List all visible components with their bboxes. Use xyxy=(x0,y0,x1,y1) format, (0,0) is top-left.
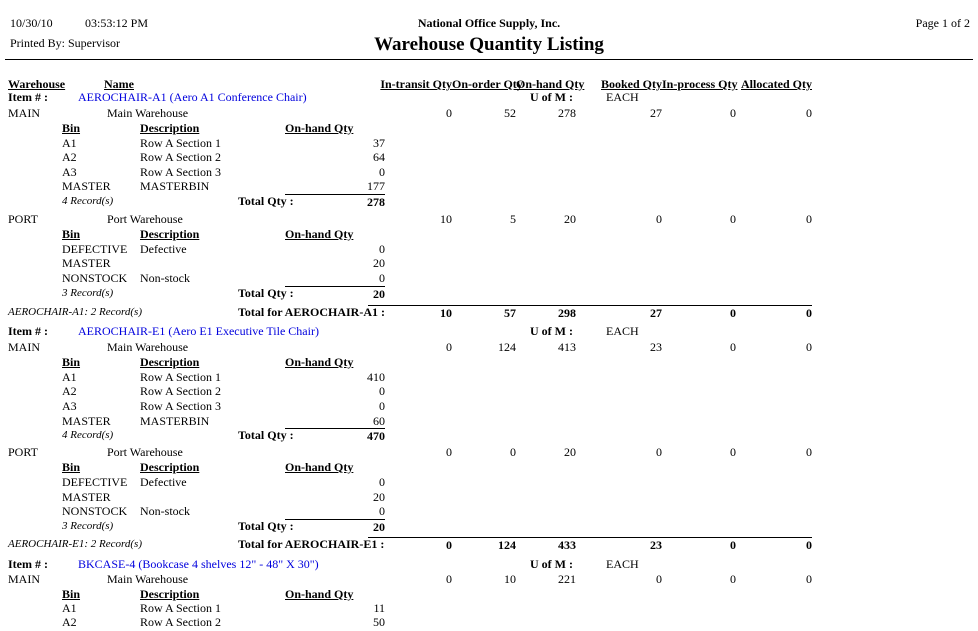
bin-code: A1 xyxy=(62,136,77,150)
on-hand-qty: 221 xyxy=(558,572,576,586)
bin-column-header: Bin xyxy=(62,587,81,601)
bin-row xyxy=(0,384,978,398)
total-qty-label: Total Qty : xyxy=(238,428,294,442)
bin-on-hand-qty: 177 xyxy=(367,179,385,193)
warehouse-code: MAIN xyxy=(8,340,40,354)
item-link[interactable]: AEROCHAIR-A1 (Aero A1 Conference Chair) xyxy=(78,90,307,104)
total-on-hand-qty: 298 xyxy=(516,305,576,320)
bin-on-hand-qty: 37 xyxy=(373,136,385,150)
description-column-header: Description xyxy=(140,355,200,369)
bin-column-header: Bin xyxy=(62,460,81,474)
total-qty-value: 278 xyxy=(285,194,385,209)
in-process-qty: 0 xyxy=(730,212,736,226)
bin-code: MASTER xyxy=(62,490,111,504)
bin-code: A1 xyxy=(62,601,77,615)
warehouse-code: MAIN xyxy=(8,572,40,586)
uofm-value: EACH xyxy=(606,557,639,571)
bin-header-row xyxy=(0,460,978,474)
bin-code: A1 xyxy=(62,370,77,384)
warehouse-code: MAIN xyxy=(8,106,40,120)
on-order-qty: 10 xyxy=(504,572,516,586)
on-hand-qty: 20 xyxy=(564,445,576,459)
total-qty-value: 470 xyxy=(285,428,385,443)
bin-row xyxy=(0,136,978,150)
in-transit-qty: 10 xyxy=(440,212,452,226)
bin-code: MASTER xyxy=(62,256,111,270)
warehouse-row xyxy=(0,572,978,586)
allocated-qty: 0 xyxy=(806,340,812,354)
bin-row xyxy=(0,150,978,164)
total-qty-label: Total Qty : xyxy=(238,194,294,208)
bin-header-row xyxy=(0,587,978,601)
company-name: National Office Supply, Inc. xyxy=(417,16,561,30)
bin-description: MASTERBIN xyxy=(140,414,210,428)
in-process-qty: 0 xyxy=(730,106,736,120)
in-transit-qty: 0 xyxy=(446,106,452,120)
bin-description: Non-stock xyxy=(140,504,190,518)
description-column-header: Description xyxy=(140,121,200,135)
column-header-name: Name xyxy=(104,77,134,91)
column-header-on-order-qty: On-order Qty xyxy=(452,77,523,91)
booked-qty: 0 xyxy=(656,212,662,226)
column-header-on-hand-qty: On-hand Qty xyxy=(516,77,585,91)
allocated-qty: 0 xyxy=(806,445,812,459)
total-allocated-qty: 0 xyxy=(736,305,812,320)
warehouse-row xyxy=(0,340,978,354)
bin-row xyxy=(0,475,978,489)
printed-by: Printed By: Supervisor xyxy=(10,36,120,50)
bin-on-hand-qty: 50 xyxy=(373,615,385,629)
allocated-qty: 0 xyxy=(806,572,812,586)
item-header-row xyxy=(0,324,978,338)
booked-qty: 27 xyxy=(650,106,662,120)
bin-row xyxy=(0,601,978,615)
column-header-allocated-qty: Allocated Qty xyxy=(741,77,812,91)
report-time: 03:53:12 PM xyxy=(85,16,149,30)
on-hand-qty: 413 xyxy=(558,340,576,354)
total-qty-value: 20 xyxy=(285,519,385,534)
bin-on-hand-qty: 410 xyxy=(367,370,385,384)
total-in-transit-qty: 10 xyxy=(368,305,452,320)
uofm-value: EACH xyxy=(606,90,639,104)
on-order-qty: 5 xyxy=(510,212,516,226)
on-hand-qty: 20 xyxy=(564,212,576,226)
bin-description: Row A Section 2 xyxy=(140,615,222,629)
warehouse-name: Port Warehouse xyxy=(107,212,183,226)
description-column-header: Description xyxy=(140,587,200,601)
bin-row xyxy=(0,242,978,256)
report-header-row xyxy=(0,16,978,30)
total-in-transit-qty: 0 xyxy=(368,537,452,552)
column-header-booked-qty: Booked Qty xyxy=(600,77,662,91)
total-qty-label: Total Qty : xyxy=(238,286,294,300)
bin-header-row xyxy=(0,121,978,135)
on-hand-column-header: On-hand Qty xyxy=(285,355,354,369)
header-divider xyxy=(5,59,973,60)
bin-row xyxy=(0,165,978,179)
on-hand-qty: 278 xyxy=(558,106,576,120)
bin-row xyxy=(0,504,978,518)
in-process-qty: 0 xyxy=(730,572,736,586)
bin-description: Row A Section 2 xyxy=(140,384,222,398)
description-column-header: Description xyxy=(140,227,200,241)
bin-code: NONSTOCK xyxy=(62,271,128,285)
total-on-hand-qty: 433 xyxy=(516,537,576,552)
bin-description: Row A Section 1 xyxy=(140,370,222,384)
on-hand-column-header: On-hand Qty xyxy=(285,587,354,601)
bin-row xyxy=(0,271,978,285)
bin-description: Row A Section 3 xyxy=(140,399,222,413)
record-count: 3 Record(s) xyxy=(62,287,114,299)
on-hand-column-header: On-hand Qty xyxy=(285,121,354,135)
bin-description: Row A Section 3 xyxy=(140,165,222,179)
bin-description: Non-stock xyxy=(140,271,190,285)
on-hand-column-header: On-hand Qty xyxy=(285,460,354,474)
in-process-qty: 0 xyxy=(730,340,736,354)
item-summary-row xyxy=(0,537,978,551)
warehouse-row xyxy=(0,212,978,226)
column-header-warehouse: Warehouse xyxy=(8,77,66,91)
bin-column-header: Bin xyxy=(62,355,81,369)
bin-on-hand-qty: 0 xyxy=(379,384,385,398)
item-total-label: Total for AEROCHAIR-A1 : xyxy=(238,305,386,319)
bin-row xyxy=(0,399,978,413)
booked-qty: 0 xyxy=(656,445,662,459)
bin-row xyxy=(0,414,978,428)
bin-on-hand-qty: 0 xyxy=(379,399,385,413)
bin-code: MASTER xyxy=(62,179,111,193)
uofm-value: EACH xyxy=(606,324,639,338)
uofm-label: U of M : xyxy=(530,324,573,338)
on-order-qty: 52 xyxy=(504,106,516,120)
bin-description: Row A Section 2 xyxy=(140,150,222,164)
column-header-row xyxy=(0,77,978,91)
bin-code: A2 xyxy=(62,150,77,164)
record-count: 4 Record(s) xyxy=(62,429,114,441)
bin-code: MASTER xyxy=(62,414,111,428)
warehouse-name: Main Warehouse xyxy=(107,340,189,354)
item-link[interactable]: BKCASE-4 (Bookcase 4 shelves 12" - 48" X 30") xyxy=(78,557,319,571)
warehouse-row xyxy=(0,445,978,459)
in-transit-qty: 0 xyxy=(446,340,452,354)
warehouse-code: PORT xyxy=(8,445,38,459)
warehouse-name: Port Warehouse xyxy=(107,445,183,459)
item-link[interactable]: AEROCHAIR-E1 (Aero E1 Executive Tile Chair) xyxy=(78,324,319,338)
bin-on-hand-qty: 60 xyxy=(373,414,385,428)
description-column-header: Description xyxy=(140,460,200,474)
on-order-qty: 124 xyxy=(498,340,516,354)
bin-description: Row A Section 1 xyxy=(140,136,222,150)
bin-on-hand-qty: 0 xyxy=(379,475,385,489)
bin-on-hand-qty: 20 xyxy=(373,256,385,270)
booked-qty: 23 xyxy=(650,340,662,354)
bin-description: Row A Section 1 xyxy=(140,601,222,615)
bin-header-row xyxy=(0,227,978,241)
bin-row xyxy=(0,179,978,193)
total-booked-qty: 23 xyxy=(576,537,662,552)
uofm-label: U of M : xyxy=(530,90,573,104)
bin-on-hand-qty: 0 xyxy=(379,165,385,179)
item-record-count: AEROCHAIR-E1: 2 Record(s) xyxy=(8,538,142,550)
bin-on-hand-qty: 20 xyxy=(373,490,385,504)
total-qty-value: 20 xyxy=(285,286,385,301)
bin-column-header: Bin xyxy=(62,227,81,241)
bin-on-hand-qty: 0 xyxy=(379,271,385,285)
warehouse-code: PORT xyxy=(8,212,38,226)
allocated-qty: 0 xyxy=(806,212,812,226)
bin-row xyxy=(0,370,978,384)
in-transit-qty: 0 xyxy=(446,572,452,586)
total-allocated-qty: 0 xyxy=(736,537,812,552)
total-on-order-qty: 57 xyxy=(452,305,516,320)
bin-on-hand-qty: 0 xyxy=(379,504,385,518)
bin-code: NONSTOCK xyxy=(62,504,128,518)
total-on-order-qty: 124 xyxy=(452,537,516,552)
bin-row xyxy=(0,256,978,270)
column-header-in-transit-qty: In-transit Qty xyxy=(380,77,452,91)
bin-row xyxy=(0,615,978,629)
in-process-qty: 0 xyxy=(730,445,736,459)
record-count: 4 Record(s) xyxy=(62,195,114,207)
total-in-process-qty: 0 xyxy=(662,305,736,320)
uofm-label: U of M : xyxy=(530,557,573,571)
total-in-process-qty: 0 xyxy=(662,537,736,552)
bin-column-header: Bin xyxy=(62,121,81,135)
warehouse-total-row xyxy=(0,428,978,442)
on-hand-column-header: On-hand Qty xyxy=(285,227,354,241)
record-count: 3 Record(s) xyxy=(62,520,114,532)
item-summary-row xyxy=(0,305,978,319)
warehouse-total-row xyxy=(0,286,978,300)
report-date: 10/30/10 xyxy=(10,16,53,30)
bin-description: Defective xyxy=(140,475,187,489)
warehouse-total-row xyxy=(0,194,978,208)
bin-code: A3 xyxy=(62,399,77,413)
bin-on-hand-qty: 11 xyxy=(373,601,385,615)
item-header-row xyxy=(0,557,978,571)
bin-code: DEFECTIVE xyxy=(62,242,128,256)
warehouse-row xyxy=(0,106,978,120)
allocated-qty: 0 xyxy=(806,106,812,120)
booked-qty: 0 xyxy=(656,572,662,586)
bin-description: MASTERBIN xyxy=(140,179,210,193)
report-title: Warehouse Quantity Listing xyxy=(374,34,604,55)
item-number-label: Item # : xyxy=(8,90,48,104)
in-transit-qty: 0 xyxy=(446,445,452,459)
bin-header-row xyxy=(0,355,978,369)
on-order-qty: 0 xyxy=(510,445,516,459)
item-number-label: Item # : xyxy=(8,557,48,571)
bin-code: DEFECTIVE xyxy=(62,475,128,489)
bin-description: Defective xyxy=(140,242,187,256)
bin-code: A3 xyxy=(62,165,77,179)
bin-row xyxy=(0,490,978,504)
warehouse-total-row xyxy=(0,519,978,533)
item-total-label: Total for AEROCHAIR-E1 : xyxy=(238,537,385,551)
bin-code: A2 xyxy=(62,384,77,398)
item-header-row xyxy=(0,90,978,104)
item-record-count: AEROCHAIR-A1: 2 Record(s) xyxy=(8,306,142,318)
bin-on-hand-qty: 0 xyxy=(379,242,385,256)
warehouse-name: Main Warehouse xyxy=(107,572,189,586)
page-number: Page 1 of 2 xyxy=(915,16,970,30)
bin-on-hand-qty: 64 xyxy=(373,150,385,164)
column-header-in-process-qty: In-process Qty xyxy=(662,77,738,91)
warehouse-name: Main Warehouse xyxy=(107,106,189,120)
total-qty-label: Total Qty : xyxy=(238,519,294,533)
item-number-label: Item # : xyxy=(8,324,48,338)
bin-code: A2 xyxy=(62,615,77,629)
total-booked-qty: 27 xyxy=(576,305,662,320)
